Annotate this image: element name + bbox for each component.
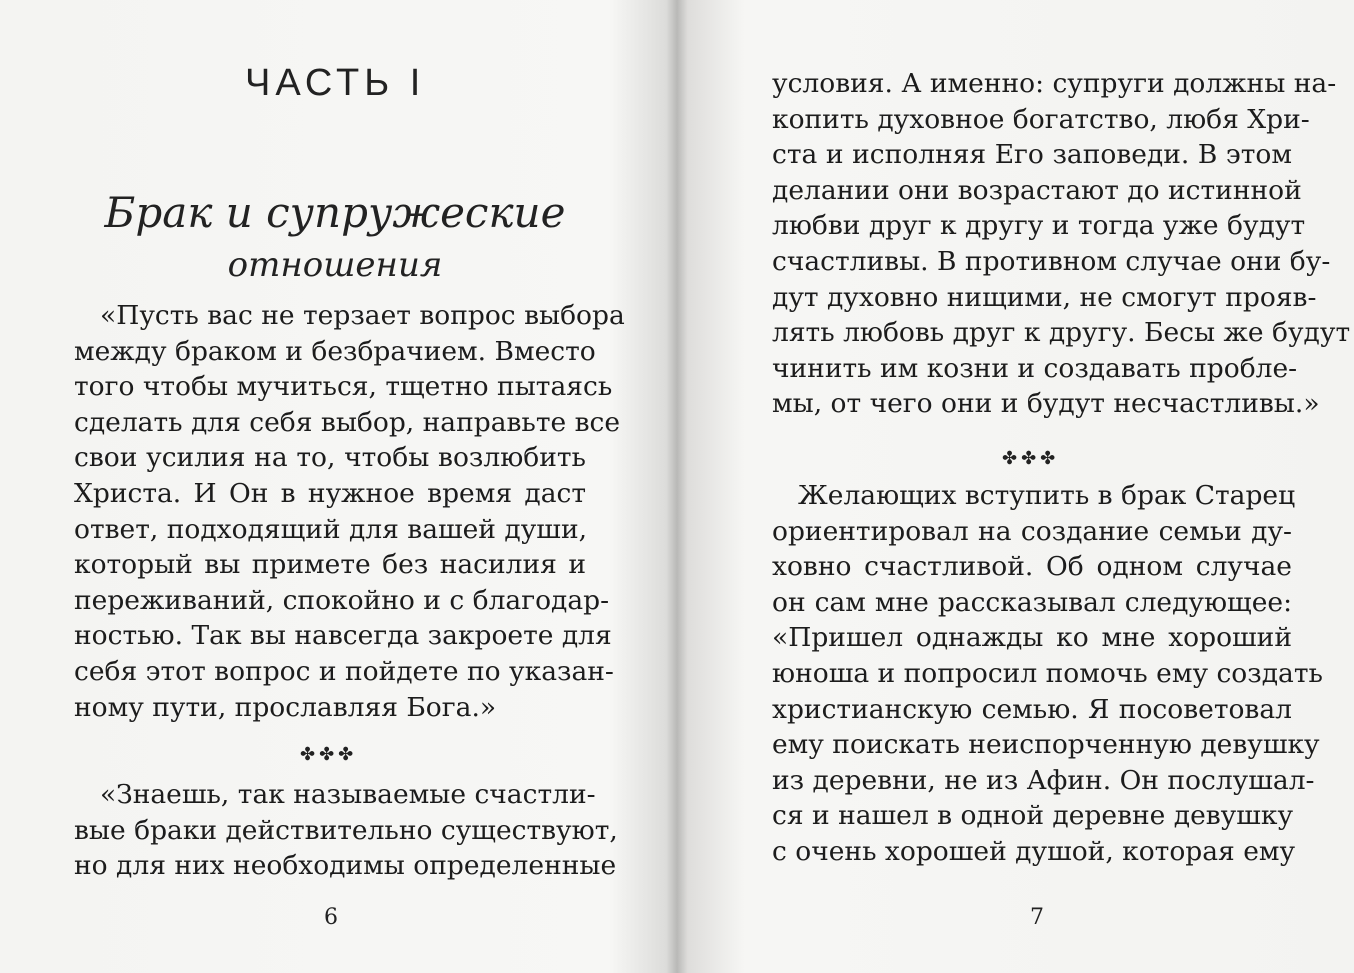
text-line: юноша и попросил помочь ему создать (772, 657, 1323, 689)
chapter-title-line2: отношения (227, 245, 443, 285)
text-line: сделать для себя выбор, направьте все (74, 406, 621, 438)
section-separator: ✤✤✤ (1002, 448, 1060, 469)
text-line: который вы примете без насилия и (74, 549, 586, 581)
text-line: но для них необходимы определенные (74, 850, 617, 882)
text-line: христианскую семью. Я посоветовал (772, 693, 1292, 725)
right-paragraph-1 (772, 66, 1351, 422)
right-page (686, 0, 1354, 973)
text-line: Христа. И Он в нужное время даст (74, 477, 586, 509)
text-line: ному пути, прославляя Бога.» (74, 691, 497, 723)
text-line: между браком и безбрачием. Вместо (74, 335, 596, 367)
text-line: переживаний, спокойно и с благодар- (74, 584, 610, 616)
text-line: ему поискать неиспорченную девушку (772, 729, 1320, 761)
text-line: «Знаешь, так называемые счастли- (100, 779, 596, 810)
page-number: 7 (1030, 905, 1044, 930)
text-line: чинить им козни и создавать пробле- (772, 352, 1298, 384)
text-line: ориентировал на создание семьи ду- (772, 515, 1292, 547)
chapter-title-line1: Брак и супружеские (104, 188, 566, 237)
text-line: лять любовь друг к другу. Бесы же будут (772, 317, 1351, 349)
left-paragraph-1 (74, 298, 625, 725)
page-number: 6 (324, 905, 338, 930)
text-line: «Пусть вас не терзает вопрос выбора (100, 300, 625, 331)
text-line: дут духовно нищими, не смогут прояв- (772, 281, 1317, 313)
right-paragraph-2 (772, 478, 1323, 870)
text-line: условия. А именно: супруги должны на- (772, 68, 1337, 99)
text-line: с очень хорошей душой, которая ему (772, 835, 1296, 867)
text-line: ся и нашел в одной деревне девушку (772, 800, 1294, 832)
section-separator: ✤✤✤ (300, 744, 358, 765)
text-line: вые браки действительно существуют, (74, 814, 618, 846)
text-line: из деревни, не из Афин. Он послушал- (772, 764, 1315, 796)
text-line: копить духовное богатство, любя Хри- (772, 103, 1310, 135)
text-line: ста и исполняя Его заповеди. В этом (772, 139, 1292, 171)
left-paragraph-2 (74, 777, 618, 884)
text-line: мы, от чего они и будут несчастливы.» (772, 388, 1320, 420)
text-line: того чтобы мучиться, тщетно пытаясь (74, 371, 613, 403)
text-line: ностью. Так вы навсегда закроете для (74, 620, 612, 652)
text-line: Желающих вступить в брак Старец (798, 480, 1296, 511)
text-line: счастливы. В противном случае они бу- (772, 245, 1331, 277)
text-line: любви друг к другу и тогда уже будут (772, 210, 1306, 242)
text-line: ховно счастливой. Об одном случае (772, 551, 1292, 583)
text-line: «Пришел однажды ко мне хороший (772, 622, 1292, 654)
text-line: он сам мне рассказывал следующее: (772, 586, 1292, 618)
left-page (0, 0, 668, 973)
part-title: ЧАСТЬ I (245, 62, 426, 104)
text-line: себя этот вопрос и пойдете по указан- (74, 655, 614, 687)
text-line: свои усилия на то, чтобы возлюбить (74, 442, 586, 474)
text-line: ответ, подходящий для вашей души, (74, 513, 588, 545)
text-line: делании они возрастают до истинной (772, 174, 1302, 206)
